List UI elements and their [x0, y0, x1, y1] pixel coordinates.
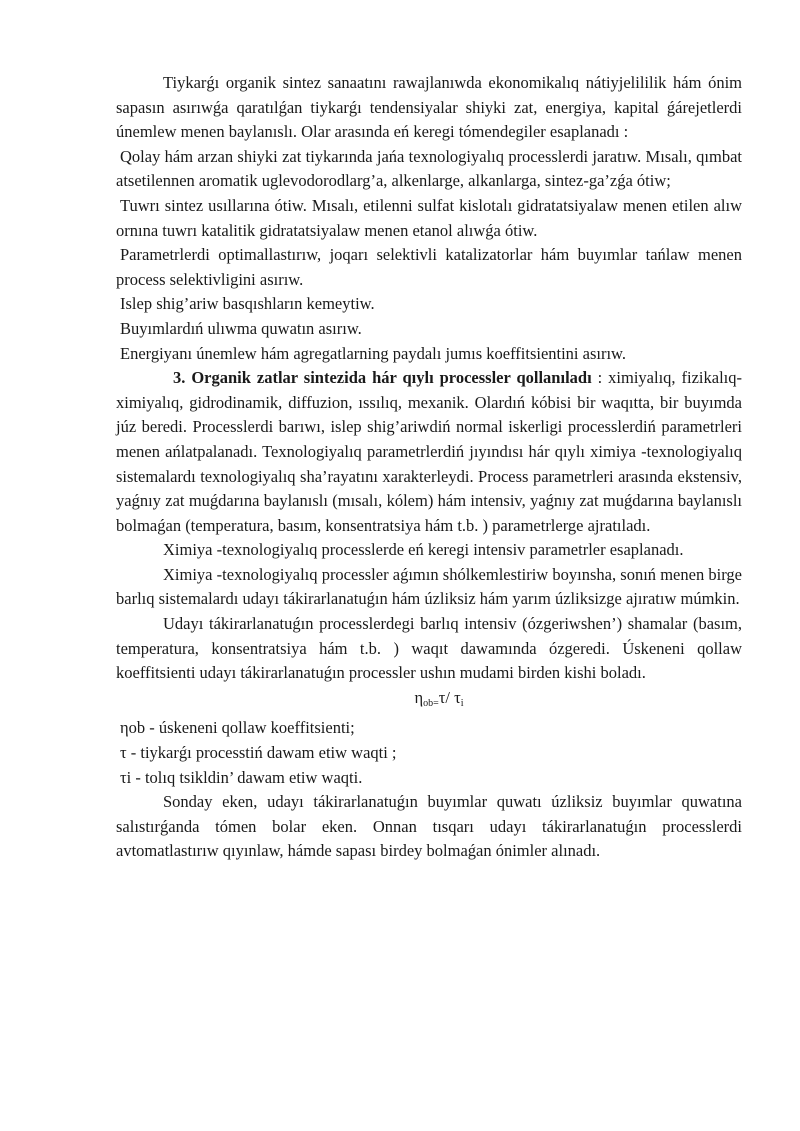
definition-tau-i: τi - tolıq tsikldin’ dawam etiw waqti.: [120, 767, 363, 787]
list-item: Buyımlardıń ulıwma quwatın asırıw.: [120, 318, 362, 338]
definition-eta: ηob - úskeneni qollaw koeffitsienti;: [120, 718, 355, 738]
conclusion-paragraph: Sonday eken, udayı tákirarlanatuǵın buyımlar quwatı úzliksiz buyımlar quwatına salıstırǵanda tómen bolar eken. Onnan tısqarı udayı tákirarlanatuǵın processlerdi avtomatlastırıw qıyınlaw, hámde sapası birdey bolmaǵan ónimler alınadı.: [116, 792, 742, 861]
section-3-body: : ximiyalıq, fizikalıq-ximiyalıq, gidrodinamik, diffuzion, ıssılıq, mexanik. Olardıń kóbisi bir waqıtta, bir buyımda júz beredi. Processlerdi barıwı, islep shig’ariwdiń normal iskerligi processlerdiń parametrleri menen ańlatpalanadı. Texnologiyalıq parametrlerdiń jıyındısı hár qıylı ximiya -texnologiyalıq sistemalardı texnologiyalıq sha’rayatını xarakterleydi. Process parametrleri arasında ekstensiv, yaǵnıy zat muǵdarına baylanıslı (mısalı, kólem) hám intensiv, yaǵnıy zat muǵdarına baylanıslı bolmaǵan (temperatura, basım, konsentratsiya hám t.b. ) parametrlerge ajratıladı.: [116, 368, 742, 535]
document-page: [116, 71, 742, 864]
list-item: Energiyanı únemlew hám agregatlarning paydalı jumıs koeffitsientini asırıw.: [120, 343, 627, 363]
list-item: Parametrlerdi optimallastırıw, joqarı selektivli katalizatorlar hám buyımlar tańlaw menen process selektivligini asırıw.: [116, 245, 742, 289]
intensive-parameters-paragraph: Ximiya -texnologiyalıq processlerde eń keregi intensiv parametrler esaplanadı.: [163, 540, 684, 560]
list-item: Qolay hám arzan shiyki zat tiykarında jańa texnologiyalıq processlerdi jaratıw. Mısalı, qımbat atsetilennen aromatik uglevodorodlarg’a, alkenlarge, alkanlarga, sintez-ga’zǵa ótiw;: [116, 146, 742, 191]
formula-eta-subscript: ob=: [423, 697, 439, 709]
list-item: Islep shig’ariw basqıshların kemeytiw.: [120, 294, 375, 314]
list-item: Tuwrı sintez usıllarına ótiw. Mısalı, etilenni sulfat kislotalı gidratatsiyalaw menen etilen alıw ornına tuwrı katalitik gidratatsiyalaw menen etanol alıwǵa ótiw.: [116, 195, 742, 240]
section-3-paragraph: [116, 366, 742, 538]
section-3-heading: 3. Organik zatlar sintezida hár qıylı processler qollanıladı: [173, 368, 592, 388]
process-organization-paragraph: Ximiya -texnologiyalıq processler aǵımın shólkemlestiriw boyınsha, sonıń menen birge barlıq sistemalardı udayı tákirarlanatuǵın hám úzliksiz hám yarım úzliksizge ajıratıw múmkin.: [116, 564, 742, 609]
intro-paragraph: Tiykarǵı organik sintez sanaatını rawajlanıwda ekonomikalıq nátiyjelililik hám ónim sapasın asırıwǵa qaratılǵan tiykarǵı tendensiyalar shiyki zat, energiya, kapital ǵárejetlerdi únemlew menen baylanıslı. Olar arasında eń keregi tómendegiler esaplanadı :: [116, 73, 742, 142]
periodic-processes-paragraph: Udayı tákirarlanatuǵın processlerdegi barlıq intensiv (ózgeriwshen’) shamalar (basım, temperatura, konsentratsiya hám t.b. ) waqıt dawamında ózgeredi. Úskeneni qollaw koeffitsienti udayı tákirarlanatuǵın processler ushın mudami birden kishi boladı.: [116, 614, 742, 683]
equipment-usage-formula: [116, 686, 742, 717]
formula-tau: τ/ τ: [438, 687, 461, 707]
formula-tau-subscript: i: [460, 697, 464, 709]
definition-tau: τ - tiykarǵı processtiń dawam etiw waqti ;: [120, 743, 397, 763]
formula-eta: η: [414, 687, 424, 707]
